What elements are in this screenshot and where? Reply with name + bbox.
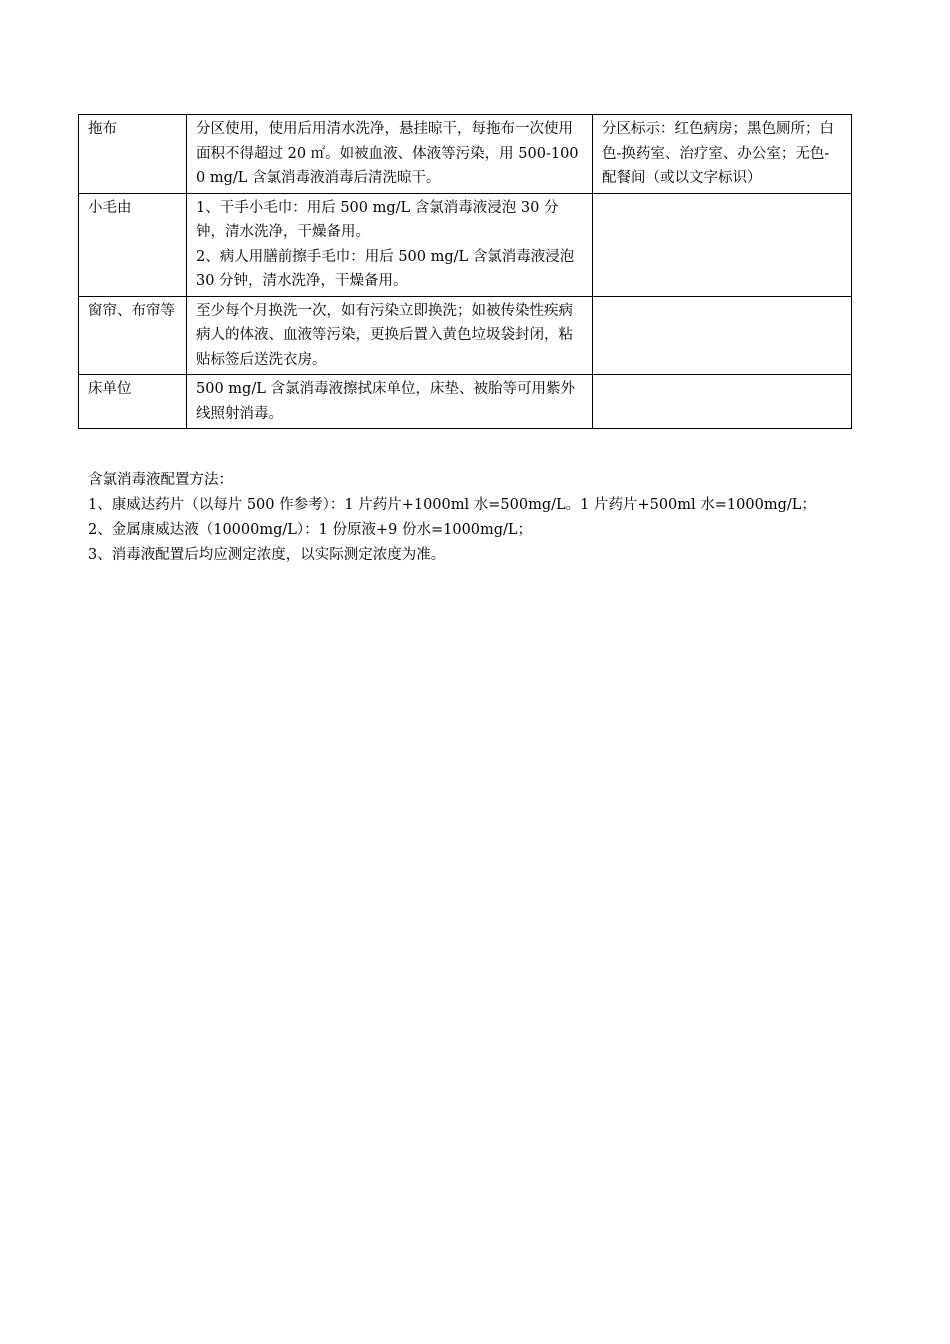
note-cell [593,296,852,375]
method-text: 1、干手小毛巾：用后 500 mg/L 含氯消毒液浸泡 30 分钟，清水洗净，干燥备用。 [196,199,559,240]
item-cell [79,193,187,296]
method-text: 分区使用，使用后用清水洗净，悬挂晾干，每拖布一次使用面积不得超过 20 ㎡。如被血液、体液等污染，用 500-1000 mg/L 含氯消毒液消毒后清洗晾干。 [196,121,579,186]
preparation-notes [88,468,888,568]
notes-line: 2、金属康威达液（10000mg/L）：1 份原液+9 份水=1000mg/L； [88,522,533,538]
item-name: 窗帘、布帘等 [88,302,175,319]
item-cell [79,375,187,429]
method-text: 至少每个月换洗一次，如有污染立即换洗；如被传染性疾病病人的体液、血液等污染，更换后置入黄色垃圾袋封闭，粘贴标签后送洗衣房。 [196,302,573,368]
table-row [79,296,852,375]
item-cell [79,115,187,194]
method-text: 500 mg/L 含氯消毒液擦拭床单位，床垫、被胎等可用紫外线照射消毒。 [196,381,575,422]
method-cell [187,296,593,375]
item-name: 拖布 [88,121,117,137]
note-text: 分区标示：红色病房；黑色厕所；白色-换药室、治疗室、办公室；无色-配餐间（或以文字标识） [602,121,834,186]
method-cell [187,115,593,194]
method-cell [187,375,593,429]
note-cell [593,115,852,194]
cleaning-methods-table [78,114,852,429]
item-cell [79,296,187,375]
item-name: 小毛由 [88,199,132,216]
notes-line: 1、康威达药片（以每片 500 作参考）：1 片药片+1000ml 水=500mg/L。1 片药片+500ml 水=1000mg/L； [88,497,816,513]
table-row [79,115,852,194]
method-text: 2、病人用膳前擦手毛巾：用后 500 mg/L 含氯消毒液浸泡 30 分钟，清水洗净，干燥备用。 [196,248,575,289]
method-cell [187,193,593,296]
table-row [79,375,852,429]
notes-title: 含氯消毒液配置方法： [88,472,233,488]
note-cell [593,375,852,429]
notes-line: 3、消毒液配置后均应测定浓度，以实际测定浓度为准。 [88,547,446,563]
note-cell [593,193,852,296]
item-name: 床单位 [88,381,132,397]
table-row [79,193,852,296]
